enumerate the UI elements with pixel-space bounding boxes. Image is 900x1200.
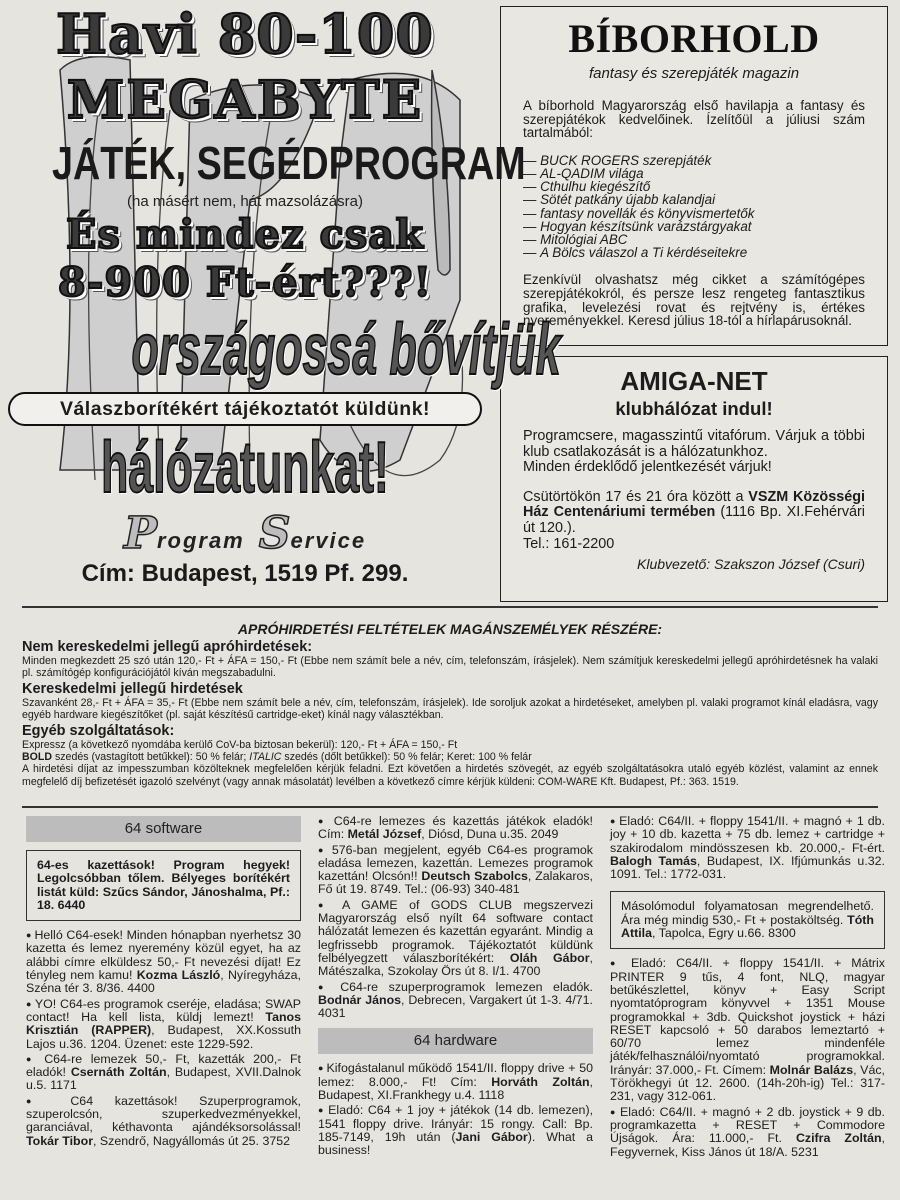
conditions-formatting (22, 751, 878, 763)
ad-address: , Mátészalka, Szokolay Örs út 8. I/1. 4700 (318, 950, 593, 979)
program-service-address: Cím: Budapest, 1519 Pf. 299. (81, 560, 409, 587)
logo-word-service: ervice (290, 528, 367, 553)
classified-ad (318, 815, 593, 842)
amiganet-manager: Klubvezető: Szakszon József (Csuri) (637, 556, 865, 573)
advertiser-name: Bodnár János (318, 992, 402, 1007)
headline-nationwide: országossá bővítjük (131, 310, 561, 390)
classified-ad (610, 1106, 885, 1159)
italic-price: szedés (dőlt betűkkel): 50 % felár; Keret: 100 % felár (281, 751, 532, 764)
headline-monthly-megabytes: Havi 80-100 (56, 2, 434, 66)
section-heading-64-software: 64 software (26, 816, 301, 842)
amiganet-meeting (523, 490, 865, 552)
classified-ad (318, 981, 593, 1021)
divider-rule (22, 806, 878, 808)
biborhold-outro: Ezenkívül olvashatsz még cikket a számítógépes szerepjátékokról, és persze lesz rengeteg fantasztikus grafika, levelezési rovat és rejtvény is, értékes nyereményekkel. Keresd július 18-tól a hírlapárusoknál. (523, 272, 865, 329)
program-service-logo (0, 510, 490, 558)
ad-text: Helló C64-esek! Minden hónapban nyerhetsz 30 kazetta és lemez nyeremény közül egyet, ha az alábbi címre elküldesz 50,- Ft nevezési díjat! Ez tényleg nem kamu! (26, 928, 301, 983)
meeting-place: VSZM Közösségi Ház Centenáriumi termében (523, 488, 865, 521)
classified-ad (26, 998, 301, 1051)
classified-ad (610, 815, 885, 881)
advertiser-name: Tokár Tibor (26, 1133, 94, 1148)
ad-text: Eladó: C64/II. + magnó + 2 db. joystick + 9 db. programkazetta + RESET + Commodore Újságok. Ára: 11.000,- Ft. (610, 1104, 885, 1146)
headline-games-utilities-line (0, 134, 526, 192)
ad-address: , Szendrő, Nagyállomás út 25. 3752 (93, 1133, 291, 1148)
contents-item: — Hogyan készítsünk varázstárgyakat (523, 220, 865, 233)
contents-item: — Mitológiai ABC (523, 233, 865, 246)
program-service-advert (0, 0, 561, 602)
advertiser-name: Csernáth Zoltán (70, 1065, 167, 1080)
ad-text: 576-ban megjelent, egyéb C64-es programok eladása lemezen, kazettán. Lemezes programok kazettán! Olcsón!! (318, 842, 593, 884)
headline-network-line (0, 426, 490, 510)
ad-address: , Budapest, XI.Frankhegy u.4. 1118 (318, 1074, 593, 1103)
classified-ad (318, 1104, 593, 1157)
classified-column-3 (610, 815, 885, 1161)
meeting-time: Csütörtökön 17 és 21 óra között a (523, 488, 749, 505)
advertiser-name: Metál József (347, 827, 422, 842)
conditions-text-commercial: Szavanként 28,- Ft + ÁFA = 35,- Ft (Ebbe nem számít bele a név, cím, telefonszám, írásjelek). Ide soroljuk azokat a hirdetéseket, amelyben pl. valaki programot kínál eladásra, vagy egyéb hardware kiegészítőket (pl. saját készítésű cartridge-eket) kínál nagy választékban. (22, 696, 878, 722)
boxed-classified: 64-es kazettások! Program hegyek! Legolcsóbban tőlem. Bélyeges borítékért listát küld: Szűcs Sándor, Jánoshalma, Pf.: 18. 6440 (26, 850, 301, 921)
biborhold-intro: A bíborhold Magyarország első havilapja a fantasy és szerepjátékok kedvelőinek. Ízelítőül a júliusi szám tartalmából: (523, 98, 865, 141)
bold-price: szedés (vastagított betűkkel): 50 % felár; (52, 751, 250, 764)
advertiser-name: Czifra Zoltán (795, 1131, 882, 1146)
amiganet-para-1: Programcsere, magasszintű vitafórum. Várjuk a többi klub csatlakozását is a hálózatunkhoz. (523, 428, 865, 460)
biborhold-contents-list (523, 154, 865, 260)
advertiser-name: Jani Gábor (455, 1129, 528, 1144)
classified-ad (26, 1053, 301, 1093)
bold-label: BOLD (22, 751, 53, 764)
conditions-text-noncommercial: Minden megkezdett 25 szó után 120,- Ft + ÁFA = 150,- Ft (Ebbe nem számít bele a név, cím, telefonszám, írásjelek). Nem számítjuk kereskedelmi jellegű apróhirdetésnek ha valaki pl. számítógép konfigurációjától kíván megszabadulni. (22, 655, 878, 680)
ad-address: ). What a business! (318, 1129, 593, 1158)
biborhold-advert-box (500, 6, 888, 346)
conditions-payment: A hirdetési díjat az impesszumban közölteknek megfelelően kérjük feladni. Ezt követően a hirdetés szövegét, az egyéb szolgáltatásokra utaló egyéb közlést, valamint az ennek megfelelő díj befizetését igazoló szelvényt (vagy annak másolatát) levélben a következő címre kérjük küldeni: COM-WARE Kft. Budapest, Pf.: 363. 1519. (22, 763, 878, 788)
conditions-heading-noncommercial: Nem kereskedelmi jellegű apróhirdetések: (22, 639, 313, 655)
italic-label: ITALIC (249, 751, 282, 764)
contents-item: — Sötét patkány újabb kalandjai (523, 193, 865, 206)
advertiser-name: Tanos Krisztián (RAPPER) (26, 1009, 301, 1038)
ad-address: , Nyíregyháza, Széna tér 3. 8/36. 4400 (26, 968, 301, 996)
headline-and-all-this: És mindez csak (65, 211, 425, 258)
classified-ad (26, 1095, 301, 1148)
ad-text: A GAME of GODS CLUB megszervezi Magyarország első nyílt 64 software contact hálózatát lemezen és kazettán egyaránt. Mindig a legfrissebb programok. Tájékoztatót küldünk felbélyegzett válaszborítékért: (318, 897, 594, 965)
classified-column-1 (26, 812, 301, 1150)
conditions-title: APRÓHIRDETÉSI FELTÉTELEK MAGÁNSZEMÉLYEK RÉSZÉRE: (237, 621, 663, 637)
classified-ad (318, 1062, 593, 1102)
ad-text: Eladó: C64/II. + floppy 1541/II. + Mátrix PRINTER 9 tűs, 4 font, NLQ, magyar betűkészlettel, könyv + Easy Script nyomtatóprogram könyvvel + 1351 Mouse programokkal + 3db. Quickshot joystick + házi RESET kapcsoló + 50 darabos lemeztartó + 60/70 lemez mindenféle játék/felhasználói/nyomtató programokkal. Irányár: 37.000,- Ft. Címem: (610, 956, 886, 1077)
classified-ad (26, 929, 301, 995)
ad-text: Kifogástalanul működő 1541/II. floppy drive + 50 lemez: 8.000,- Ft! Cím: (318, 1061, 594, 1089)
reply-envelope-banner: Válaszborítékért tájékoztatót küldünk! (8, 392, 482, 426)
advertiser-name: Oláh Gábor (509, 950, 590, 965)
ad-text: C64 kazettások! Szuperprogramok, szuperolcsón, szuperkedvezményekkel, garanciával, kéthavonta ajándéksorsolással! (26, 1093, 301, 1135)
headline-megabyte: MEGABYTE (66, 70, 424, 131)
program-service-text-stack (0, 0, 561, 590)
ad-address: , Vác, Törökhegyi út 12. 2600. (14h-20h-ig) Tel.: 317-231, vagy 312-061. (610, 1062, 885, 1104)
ad-address: , Fegyvernek, Kiss János út 18/A. 5231 (610, 1131, 885, 1159)
amiganet-phone: Tel.: 161-2200 (523, 535, 615, 552)
advertiser-name: Deutsch Szabolcs (421, 869, 528, 884)
ad-address: , Budapest, IX. Ifjúmunkás u.32. 1091. Tel.: 1772-031. (610, 853, 885, 882)
advertiser-name: Tóth Attila (621, 912, 874, 941)
headline-games-utilities: JÁTÉK, SEGÉDPROGRAM (51, 137, 526, 189)
advertiser-name: Horváth Zoltán (491, 1074, 590, 1089)
contents-item: — AL-QADIM világa (523, 167, 865, 180)
section-heading-64-hardware: 64 hardware (318, 1028, 593, 1054)
contents-item: — fantasy novellák és könyvismertetők (523, 207, 865, 220)
headline-price: 8-900 Ft-ért???! (57, 259, 433, 306)
amiganet-subtitle: klubhálózat indul! (615, 398, 773, 419)
logo-letter-p: P (123, 508, 157, 559)
ad-address: , Diósd, Duna u.35. 2049 (421, 827, 559, 842)
contents-item: — BUCK ROGERS szerepjáték (523, 154, 865, 167)
ad-text: Eladó: C64/II. + floppy 1541/II. + magnó + 1 db. joy + 10 db. kazetta + 75 db. lemez + cartridge + szakirodalom mindösszesen kb. 20.000,- Ft-ért. (610, 814, 885, 855)
biborhold-subtitle: fantasy és szerepjáték magazin (588, 65, 800, 82)
logo-word-program: rogram (156, 528, 245, 553)
headline-aside: (ha másért nem, hát mazsolázásra) (127, 193, 363, 210)
amiganet-paragraph (523, 429, 865, 476)
ad-text: C64-re lemezes és kazettás játékok eladók! Cím: (318, 814, 593, 842)
ad-text: C64-re szuperprogramok lemezen eladók. (340, 979, 594, 994)
ad-text: YO! C64-es programok cseréje, eladása; SWAP contact! Ha kell lista, küldj lemezt! (26, 996, 302, 1024)
classified-column-2 (318, 815, 593, 1160)
ad-address: , Zalakaros, Fő út 19. 8749. Tel.: (06-93) 340-481 (318, 869, 594, 897)
amiganet-title: AMIGA-NET (620, 366, 768, 396)
logo-letter-s: S (258, 508, 291, 559)
classified-ad (318, 899, 593, 979)
biborhold-title: BÍBORHOLD (568, 16, 820, 61)
advertiser-name: Balogh Tamás (610, 853, 697, 868)
advertiser-name: Kozma László (136, 968, 221, 983)
amiganet-para-2: Minden érdeklődő jelentkezését várjuk! (523, 459, 772, 476)
headline-nationwide-line (0, 308, 561, 392)
ad-address: , Tapolca, Egry u.66. 8300 (651, 926, 796, 941)
classified-conditions (22, 620, 878, 788)
headline-network: hálózatunkat! (101, 428, 389, 508)
ad-text: C64-re lemezek 50,- Ft, kazetták 200,- Ft eladók! (26, 1051, 301, 1080)
conditions-express: Expressz (a következő nyomdába kerülő CoV-ba biztosan bekerül): 120,- Ft + ÁFA = 150,- Ft (22, 738, 458, 751)
ad-address: , Debrecen, Vargakert út 1-3. 4/71. 4031 (318, 992, 593, 1021)
ad-address: , Budapest, XVII.Dalnok u.5. 1171 (26, 1065, 301, 1093)
meeting-address: (1116 Bp. XI.Fehérvári út 120.). (523, 504, 866, 536)
classified-ad (318, 844, 593, 897)
conditions-heading-other: Egyéb szolgáltatások: (22, 722, 175, 739)
ad-text: Eladó: C64 + 1 joy + játékok (14 db. lemezen), 1541 floppy drive. Irányár: 15 rongy. Call: Bp. 185-7149, 19h után ( (318, 1103, 594, 1144)
boxed-classified (610, 891, 885, 949)
ad-address: , Budapest, XX.Kossuth Lajos u.36. 1204. Üzenet: este 1229-592. (26, 1023, 301, 1051)
contents-item: — A Bölcs válaszol a Ti kérdéseitekre (523, 246, 865, 259)
amiganet-advert-box (500, 356, 888, 602)
advertiser-name: Molnár Balázs (769, 1062, 854, 1077)
ad-text: Másolómodul folyamatosan megrendelhető. Ára még mindig 530,- Ft + postaköltség. (621, 899, 874, 927)
divider-rule (22, 606, 878, 608)
contents-item: — Cthulhu kiegészítő (523, 180, 865, 193)
conditions-heading-commercial: Kereskedelmi jellegű hirdetések (22, 680, 243, 697)
classified-ad (610, 957, 885, 1103)
